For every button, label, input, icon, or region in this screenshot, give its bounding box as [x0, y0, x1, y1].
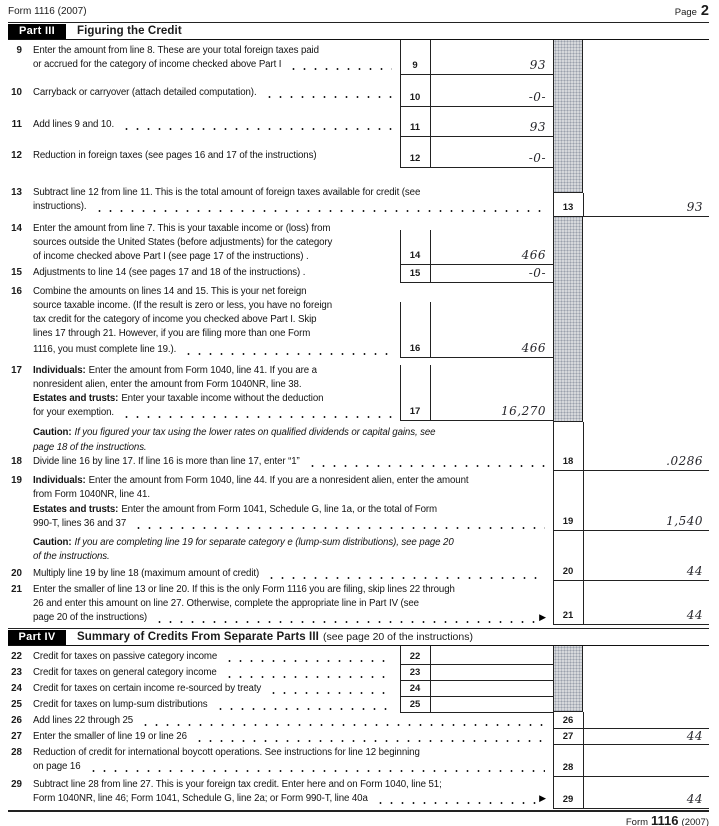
line25-amount-field[interactable] [431, 698, 551, 711]
line17-caution: Caution: If you figured your tax using the lower rates on qualified dividends or capital gains, see [33, 427, 436, 438]
line17-label: Estates and trusts: Enter your taxable income without the deduction [33, 393, 324, 404]
line17-number: 17 [11, 365, 22, 376]
line22-box-number: 22 [409, 651, 421, 662]
dot-leader [224, 650, 392, 663]
shaded-column-segment [553, 216, 583, 422]
line20-label: Multiply line 19 by line 18 (maximum amount of credit) [33, 567, 548, 580]
line12-amount-field[interactable]: -0- [528, 151, 546, 165]
line11-number: 11 [11, 119, 22, 130]
line24-amount-field[interactable] [431, 682, 551, 695]
pointer-arrow-icon: ▶ [539, 612, 546, 622]
line9-amount-field[interactable]: 93 [529, 58, 546, 72]
dot-leader [194, 730, 545, 743]
shaded-column-segment [553, 40, 583, 193]
line20-number: 20 [11, 568, 22, 579]
line16-label: source taxable income. (If the result is zero or less, you have no foreign [33, 300, 332, 311]
line11-box-number: 11 [409, 122, 421, 133]
part-iii-tag: Part III [8, 24, 66, 39]
line20-box-number: 20 [562, 566, 574, 577]
bottom-rule [8, 810, 709, 812]
dot-leader [140, 714, 545, 727]
line14-label: Enter the amount from line 7. This is your taxable income or (loss) from [33, 223, 331, 234]
line24-box-number: 24 [409, 683, 421, 694]
grid-line [553, 808, 709, 809]
line18-box-number: 18 [562, 456, 574, 467]
line17-label: Individuals: Enter the amount from Form 1040, line 41. If you are a [33, 365, 317, 376]
line27-number: 27 [11, 731, 22, 742]
line13-box-number: 13 [562, 202, 574, 213]
footer-form-number: 1116 [651, 813, 679, 826]
line15-box-number: 15 [409, 268, 421, 279]
line14-label: sources outside the United States (before adjustments) for the category [33, 237, 333, 248]
line12-box-number: 12 [409, 153, 421, 164]
line23-box-number: 23 [409, 667, 421, 678]
grid-line [400, 106, 553, 107]
line24-label: Credit for taxes on certain income re-sourced by treaty [33, 682, 395, 695]
line21-label: Enter the smaller of line 13 or line 20. If this is the only Form 1116 you are filing, skip lines 22 through [33, 584, 455, 595]
line18-amount-field[interactable]: .0286 [666, 454, 703, 468]
dot-leader [88, 760, 546, 773]
part-iv-note: (see page 20 of the instructions) [322, 631, 473, 643]
line10-label: Carryback or carryover (attach detailed computation). [33, 86, 395, 99]
line17-label: for your exemption. [33, 406, 395, 419]
line11-amount-field[interactable]: 93 [529, 120, 546, 134]
line18-label: Divide line 16 by line 17. If line 16 is more than line 17, enter “1” [33, 455, 548, 468]
part-iv-title: Summary of Credits From Separate Parts III [77, 631, 319, 643]
dot-leader [133, 517, 545, 530]
line14-amount-field[interactable]: 466 [521, 248, 546, 262]
line27-label: Enter the smaller of line 19 or line 26 [33, 730, 548, 743]
line17-amount-field[interactable]: 16,270 [501, 404, 546, 418]
line23-label: Credit for taxes on general category income [33, 666, 395, 679]
line15-number: 15 [11, 267, 22, 278]
footer-form-id [626, 813, 709, 826]
line25-label: Credit for taxes on lump-sum distributions [33, 698, 395, 711]
line19-caution: of the instructions. [33, 551, 110, 562]
grid-line [400, 136, 553, 137]
line10-box-number: 10 [409, 92, 421, 103]
line27-box-number: 27 [562, 731, 574, 742]
line16-label: lines 17 through 21. However, if you are filing more than one Form [33, 328, 311, 339]
line28-amount-field[interactable] [584, 761, 703, 774]
grid-line [553, 744, 709, 745]
dot-leader [375, 792, 536, 805]
line29-label: Form 1040NR, line 46; Form 1041, Schedule G, line 2a; or Form 990-T, line 40a ▶ [33, 793, 546, 804]
line21-amount-field[interactable]: 44 [686, 608, 703, 622]
line10-amount-field[interactable]: -0- [528, 90, 546, 104]
line21-label: 26 and enter this amount on line 27. Otherwise, complete the appropriate line in Part IV (see [33, 598, 419, 609]
line19-box-number: 19 [562, 516, 574, 527]
line16-number: 16 [11, 286, 22, 297]
dot-leader [268, 682, 392, 695]
page-number: 2 [700, 3, 709, 19]
line22-amount-field[interactable] [431, 650, 551, 663]
line22-number: 22 [11, 651, 22, 662]
line29-amount-field[interactable]: 44 [686, 792, 703, 806]
line27-amount-field[interactable]: 44 [686, 729, 703, 743]
line29-number: 29 [11, 779, 22, 790]
line19-amount-field[interactable]: 1,540 [666, 514, 703, 528]
grid-line [553, 776, 709, 777]
line28-number: 28 [11, 747, 22, 758]
grid-line [400, 357, 553, 358]
line18-number: 18 [11, 456, 22, 467]
part-iv-tag: Part IV [8, 630, 66, 645]
line19-caution: Caution: If you are completing line 19 for separate category e (lump-sum distributions), see page 20 [33, 537, 454, 548]
grid-line [553, 530, 709, 531]
line12-label: Reduction in foreign taxes (see pages 16 and 17 of the instructions) [33, 150, 317, 161]
line26-box-number: 26 [562, 715, 574, 726]
line13-number: 13 [11, 187, 22, 198]
part-iii-title: Figuring the Credit [77, 25, 182, 37]
grid-line [400, 282, 553, 283]
footer-form-year: (2007) [681, 817, 709, 826]
line19-label: Estates and trusts: Enter the amount from Form 1041, Schedule G, line 1a, or the total of Form [33, 504, 437, 515]
grid-line [553, 624, 709, 625]
line15-amount-field[interactable]: -0- [528, 266, 546, 280]
shaded-column-segment [553, 646, 583, 712]
line17-label: nonresident alien, enter the amount from Form 1040NR, line 38. [33, 379, 302, 390]
line29-box-number: 29 [562, 794, 574, 805]
line19-number: 19 [11, 475, 22, 486]
line24-number: 24 [11, 683, 22, 694]
line14-box-number: 14 [409, 250, 421, 261]
line16-amount-field[interactable]: 466 [521, 341, 546, 355]
dot-leader [154, 611, 536, 624]
grid-line [400, 74, 553, 75]
dot-leader [121, 118, 392, 131]
grid-line [553, 470, 709, 471]
page-indicator [675, 3, 709, 19]
line26-amount-field[interactable] [584, 714, 703, 727]
line25-number: 25 [11, 699, 22, 710]
grid-line [400, 712, 553, 713]
line21-label: page 20 of the instructions) ▶ [33, 612, 546, 623]
dot-leader [264, 86, 392, 99]
part-iv-header [8, 628, 709, 646]
line17-box-number: 17 [409, 406, 421, 417]
line17-caution: page 18 of the instructions. [33, 442, 147, 453]
grid-line [400, 696, 553, 697]
line28-label: on page 16 [33, 760, 548, 773]
line21-box-number: 21 [562, 610, 574, 621]
line14-number: 14 [11, 223, 22, 234]
line15-label: Adjustments to line 14 (see pages 17 and 18 of the instructions) . [33, 267, 306, 278]
line26-label: Add lines 22 through 25 [33, 714, 548, 727]
line12-number: 12 [11, 150, 22, 161]
footer-form-word: Form [625, 817, 649, 826]
line28-box-number: 28 [562, 762, 574, 773]
line9-box-number: 9 [412, 60, 418, 71]
dot-leader [288, 58, 392, 71]
grid-line [553, 216, 709, 217]
line22-label: Credit for taxes on passive category income [33, 650, 395, 663]
dot-leader [121, 406, 392, 419]
line21-number: 21 [11, 584, 22, 595]
grid-line [400, 420, 553, 421]
line13-label: Subtract line 12 from line 11. This is the total amount of foreign taxes available for credit (see [33, 187, 421, 198]
line16-label: 1116, you must complete line 19.). [33, 343, 395, 356]
grid-line [553, 580, 709, 581]
grid-line [400, 680, 553, 681]
line19-label: 990-T, lines 36 and 37 [33, 517, 548, 530]
dot-leader [224, 666, 392, 679]
line16-label: Combine the amounts on lines 14 and 15. This is your net foreign [33, 286, 307, 297]
line16-box-number: 16 [409, 343, 421, 354]
line13-amount-field[interactable]: 93 [686, 200, 703, 214]
pointer-arrow-icon: ▶ [539, 793, 546, 803]
part-iii-header [8, 22, 709, 40]
line9-number: 9 [16, 45, 22, 56]
line10-number: 10 [11, 87, 22, 98]
line19-label: from Form 1040NR, line 41. [33, 489, 150, 500]
grid-line [400, 264, 553, 265]
grid-line [400, 167, 553, 168]
line11-label: Add lines 9 and 10. [33, 118, 395, 131]
dot-leader [215, 698, 392, 711]
form-id: Form 1116 (2007) [8, 6, 87, 17]
line26-number: 26 [11, 715, 22, 726]
line25-box-number: 25 [409, 699, 421, 710]
dot-leader [307, 455, 545, 468]
line13-label: instructions). [33, 200, 548, 213]
line23-number: 23 [11, 667, 22, 678]
line28-label: Reduction of credit for international boycott operations. See instructions for line 12 beginning [33, 747, 420, 758]
grid-line [400, 664, 553, 665]
line16-label: tax credit for the category of income you checked above Part I. Skip [33, 314, 317, 325]
dot-leader [266, 567, 545, 580]
line9-label: or accrued for the category of income checked above Part I [33, 58, 395, 71]
dot-leader [94, 200, 545, 213]
line23-amount-field[interactable] [431, 666, 551, 679]
dot-leader [183, 343, 392, 356]
page-word: Page [674, 7, 697, 18]
line29-label: Subtract line 28 from line 27. This is your foreign tax credit. Enter here and on Form 1040, line 51; [33, 779, 442, 790]
line9-label: Enter the amount from line 8. These are your total foreign taxes paid [33, 45, 319, 56]
line19-label: Individuals: Enter the amount from Form 1040, line 44. If you are a nonresident alien, enter the amount [33, 475, 469, 486]
line14-label: of income checked above Part I (see page 17 of the instructions) . [33, 251, 309, 262]
line20-amount-field[interactable]: 44 [686, 564, 703, 578]
